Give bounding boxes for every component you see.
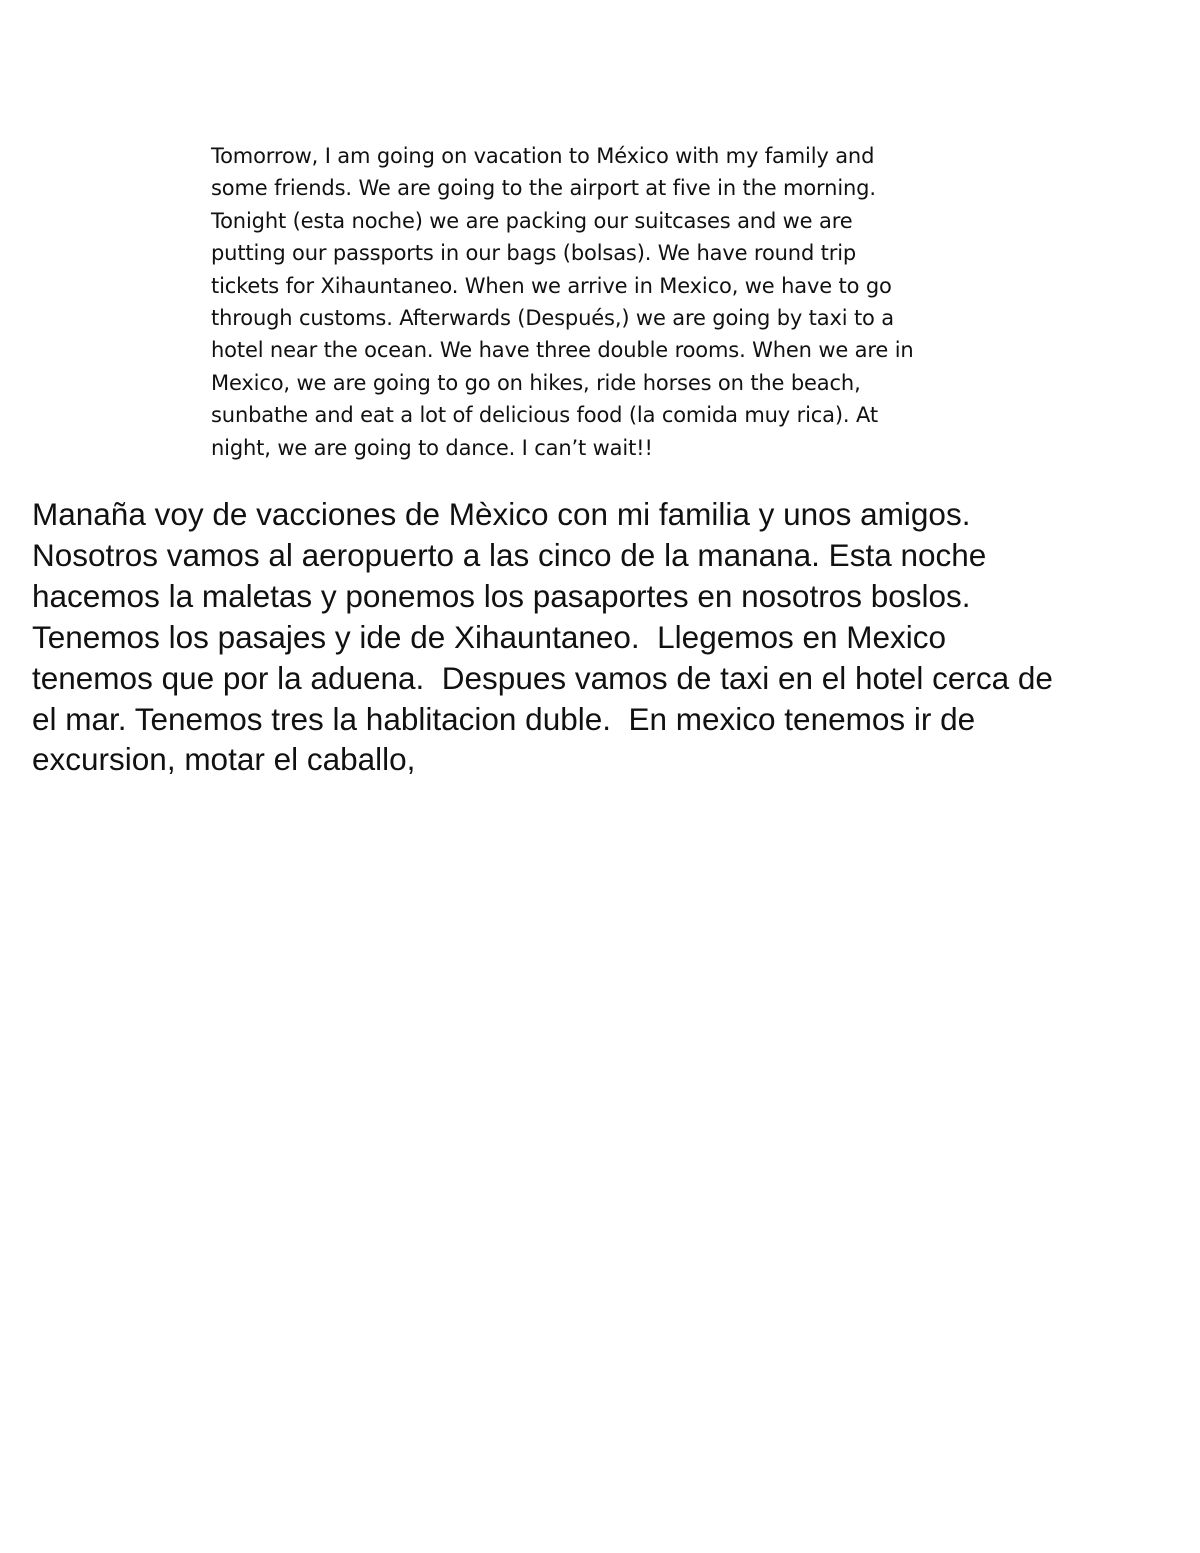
translation-line: excursion, motar el caballo,	[32, 741, 416, 778]
prompt-line: Tonight (esta noche) we are packing our suitcases and we are	[211, 208, 853, 233]
prompt-line: some friends. We are going to the airport at five in the morning.	[211, 176, 876, 201]
english-prompt-paragraph	[211, 140, 1041, 464]
prompt-line: night, we are going to dance. I can’t wait!!	[211, 435, 653, 460]
prompt-line: putting our passports in our bags (bolsas). We have round trip	[211, 241, 857, 266]
prompt-line: tickets for Xihauntaneo. When we arrive in Mexico, we have to go	[211, 273, 892, 298]
prompt-line: sunbathe and eat a lot of delicious food (la comida muy rica). At	[211, 403, 878, 428]
translation-line: tenemos que por la aduena. Despues vamos de taxi en el hotel cerca de	[32, 659, 1053, 696]
translation-line: hacemos la maletas y ponemos los pasaportes en nosotros boslos.	[32, 577, 971, 614]
translation-line: Nosotros vamos al aeropuerto a las cinco de la manana. Esta noche	[32, 536, 987, 573]
translation-line: el mar. Tenemos tres la hablitacion duble. En mexico tenemos ir de	[32, 700, 976, 737]
translation-line: Tenemos los pasajes y ide de Xihauntaneo. Llegemos en Mexico	[32, 618, 947, 655]
translation-line: Manaña voy de vacciones de Mèxico con mi familia y unos amigos.	[32, 496, 971, 532]
prompt-line: Mexico, we are going to go on hikes, ride horses on the beach,	[211, 370, 861, 395]
spanish-translation-paragraph	[32, 494, 1182, 780]
prompt-line: hotel near the ocean. We have three double rooms. When we are in	[211, 338, 914, 363]
prompt-line: through customs. Afterwards (Después,) we are going by taxi to a	[211, 306, 895, 331]
prompt-line: Tomorrow, I am going on vacation to México with my family and	[211, 144, 875, 168]
